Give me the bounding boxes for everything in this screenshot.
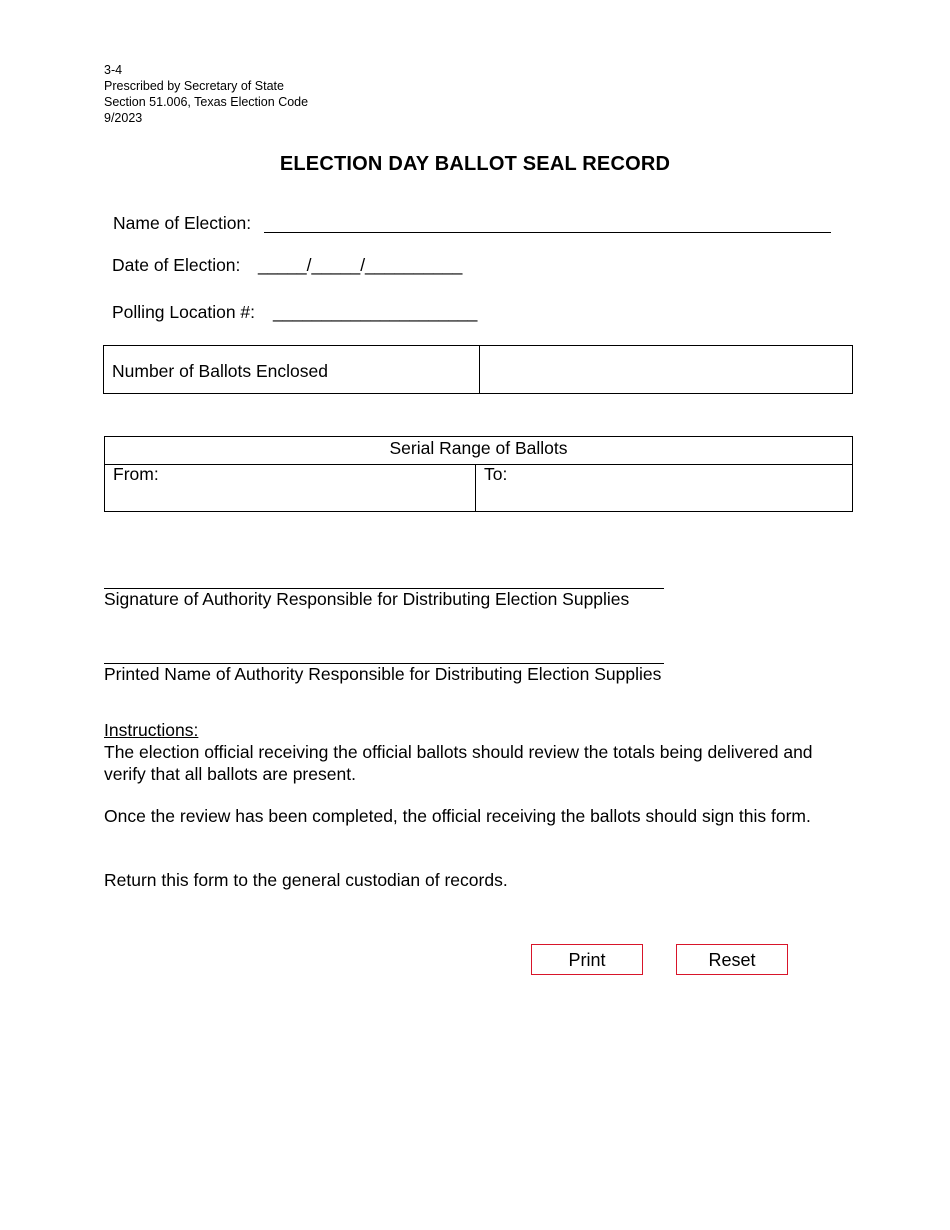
instructions-paragraph: The election official receiving the official ballots should review the totals being delivered and verify that all ballots are present. — [104, 742, 813, 784]
polling-location-field[interactable]: _____________________ — [273, 302, 478, 322]
name-of-election-field[interactable] — [264, 212, 831, 233]
ballots-enclosed-label: Number of Ballots Enclosed — [112, 361, 328, 381]
instructions-heading: Instructions: — [104, 720, 199, 740]
serial-to-label: To: — [484, 464, 508, 484]
signature-label: Signature of Authority Responsible for Distributing Election Supplies — [104, 589, 630, 609]
serial-to-field[interactable] — [476, 465, 852, 511]
date-of-election-field[interactable]: _____/_____/__________ — [258, 255, 463, 275]
serial-range-header: Serial Range of Ballots — [105, 437, 852, 465]
reset-button[interactable]: Reset — [676, 944, 788, 975]
ballots-enclosed-table — [103, 345, 853, 394]
name-of-election-label: Name of Election: — [113, 213, 252, 233]
page-title: ELECTION DAY BALLOT SEAL RECORD — [279, 153, 671, 175]
prescribed-by: Prescribed by Secretary of State — [104, 79, 284, 93]
instructions-paragraph: Return this form to the general custodian of records. — [104, 870, 508, 890]
date-of-election-label: Date of Election: — [112, 255, 241, 275]
serial-from-field[interactable] — [105, 465, 474, 511]
ballots-enclosed-input[interactable] — [480, 346, 852, 393]
serial-from-label: From: — [113, 464, 159, 484]
form-header — [104, 62, 308, 126]
printed-name-label: Printed Name of Authority Responsible for Distributing Election Supplies — [104, 664, 662, 684]
polling-location-label: Polling Location #: — [112, 302, 256, 322]
print-button[interactable]: Print — [531, 944, 643, 975]
serial-range-table — [104, 436, 853, 512]
revision-date: 9/2023 — [104, 111, 143, 125]
instructions-paragraph: Once the review has been completed, the official receiving the ballots should sign this form. — [104, 806, 811, 826]
form-number: 3-4 — [104, 63, 123, 77]
code-section: Section 51.006, Texas Election Code — [104, 95, 309, 109]
